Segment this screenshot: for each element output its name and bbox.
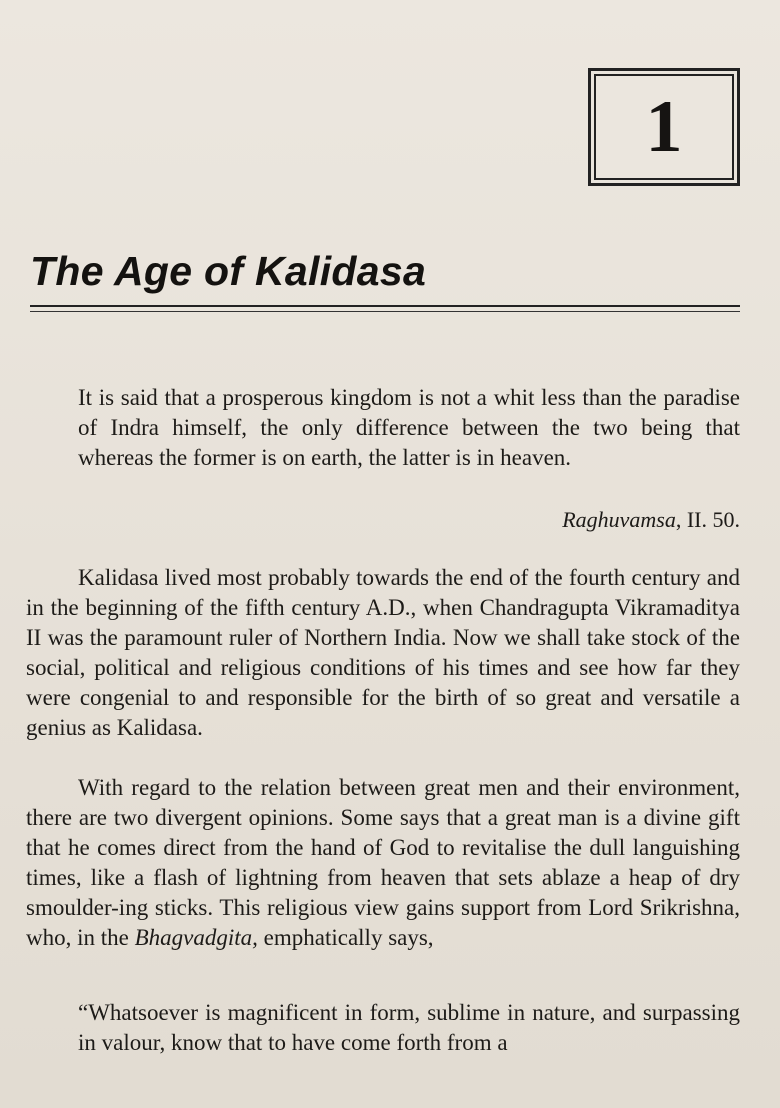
chapter-number: 1 (645, 86, 683, 168)
chapter-title: The Age of Kalidasa (30, 248, 427, 294)
epigraph-source-work: Raghuvamsa (562, 507, 676, 532)
chapter-number-box (588, 68, 740, 186)
bhagvadgita-title: Bhagvadgita, (134, 925, 258, 950)
epigraph-quote: It is said that a prosperous kingdom is not a whit less than the paradise of Indra himself, the only difference between the two being that whereas the former is on earth, the latter is in heaven. (78, 385, 740, 470)
epigraph-source-ref: , II. 50. (675, 507, 740, 532)
title-rule-thick (30, 305, 740, 307)
paragraph-2-ending: emphatically says, (257, 925, 434, 950)
epigraph-source (78, 505, 740, 535)
show-through-text (40, 14, 760, 43)
body-paragraph-2 (26, 773, 740, 953)
quote-paragraph: “Whatsoever is magnificent in form, sublime in nature, and surpassing in valour, know that to have come forth from a (78, 1000, 740, 1055)
title-rule-thin (30, 311, 740, 312)
body-paragraph-1: Kalidasa lived most probably towards the end of the fourth century and in the beginning of the fifth century A.D., when Chandragupta Vikramaditya II was the paramount ruler of Northern India. Now we shall take stock of the social, political and religious conditions of his times and see how far they were congenial to and responsible for the birth of so great and versatile a genius as Kalidasa. (26, 565, 740, 740)
paragraph-2-text: With regard to the relation between great men and their environment, there are two divergent opinions. Some says that a great man is a divine gift that he comes direct from the hand of God to revitalise the dull languishing times, like a flash of lightning from heaven that sets ablaze a heap of dry smoulder-ing sticks. This religious view gains support from Lord Srikrishna, who, in the (26, 775, 740, 950)
